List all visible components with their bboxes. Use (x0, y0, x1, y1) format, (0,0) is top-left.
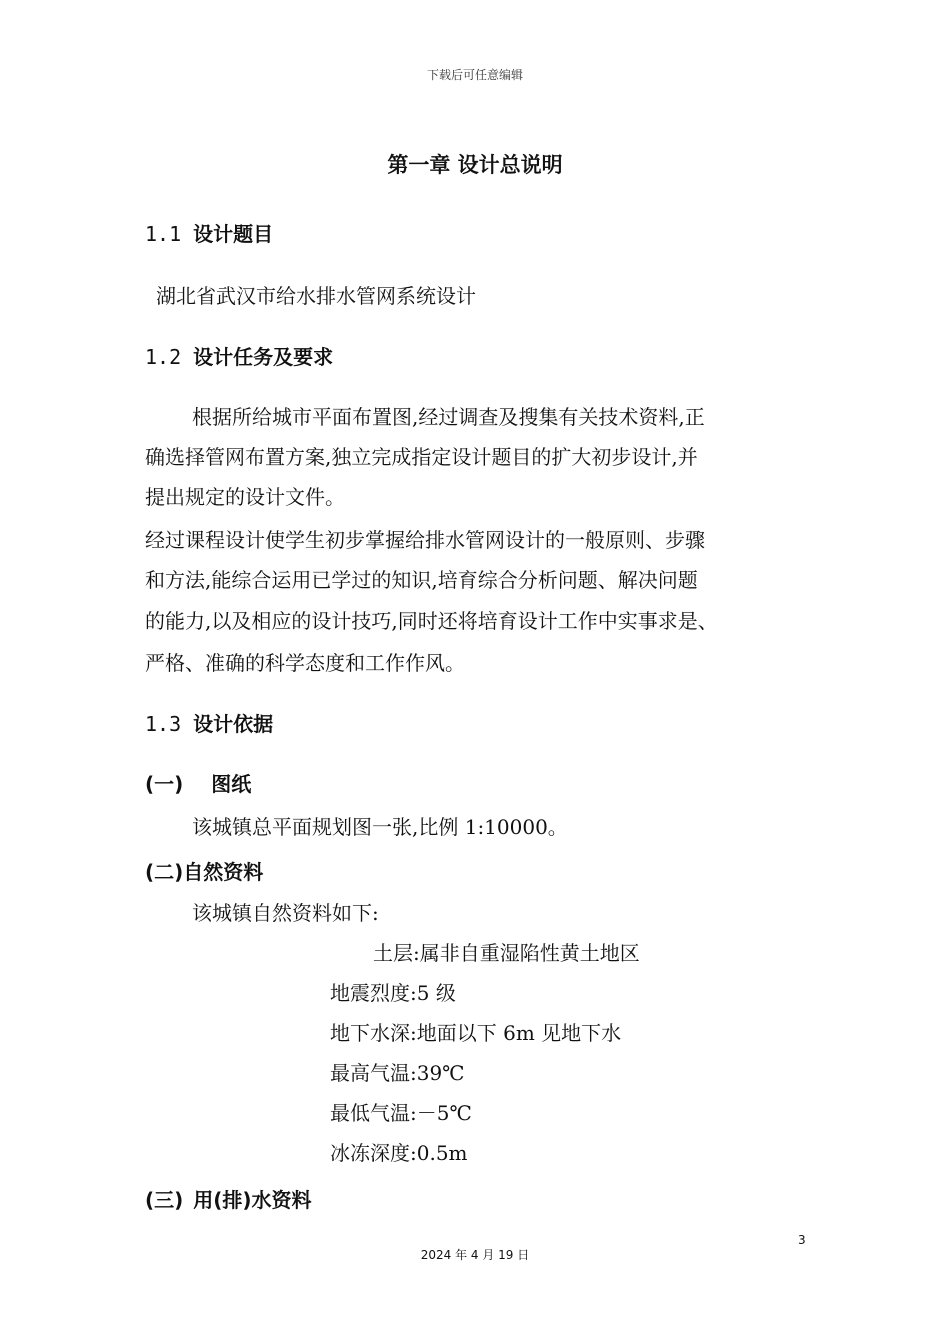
section-number: 1.3 (145, 712, 182, 736)
page-number: 3 (798, 1233, 806, 1247)
natural-data-item: 地下水深:地面以下 6m 见地下水 (330, 1021, 622, 1045)
drawings-text: 该城镇总平面规划图一张,比例 1:10000。 (192, 815, 568, 839)
section-title: 设计任务及要求 (193, 345, 334, 369)
paragraph-line: 严格、准确的科学态度和工作作风。 (145, 651, 465, 675)
section-heading-1-2 (145, 341, 333, 370)
subsection-title: 用(排)水资料 (193, 1188, 312, 1212)
design-topic-text: 湖北省武汉市给水排水管网系统设计 (156, 284, 476, 308)
page-footer-date: 2024 年 4 月 19 日 (420, 1248, 530, 1262)
natural-data-item: 冰冻深度:0.5m (330, 1141, 468, 1165)
natural-data-item: 土层:属非自重湿陷性黄土地区 (373, 941, 640, 965)
section-number: 1.1 (145, 222, 182, 246)
subsection-label: (一) (145, 772, 184, 796)
subsection-heading-drawings (145, 768, 251, 797)
natural-data-item: 最高气温:39℃ (330, 1061, 465, 1085)
subsection-label: (二) (145, 860, 184, 884)
paragraph-line: 提出规定的设计文件。 (145, 485, 345, 509)
paragraph-line: 确选择管网布置方案,独立完成指定设计题目的扩大初步设计,并 (145, 445, 698, 469)
section-number: 1.2 (145, 345, 182, 369)
subsection-heading-water-data (145, 1184, 312, 1213)
chapter-title: 第一章 设计总说明 (387, 153, 563, 177)
natural-data-item: 最低气温:－5℃ (330, 1101, 472, 1125)
paragraph-line: 根据所给城市平面布置图,经过调查及搜集有关技术资料,正 (192, 405, 705, 429)
natural-data-item: 地震烈度:5 级 (330, 981, 456, 1005)
subsection-heading-natural-data (145, 856, 263, 885)
page-header: 下载后可任意编辑 (426, 68, 523, 82)
subsection-title: 自然资料 (183, 860, 264, 884)
section-heading-1-1 (145, 218, 273, 247)
section-title: 设计依据 (193, 712, 274, 736)
section-heading-1-3 (145, 708, 273, 737)
subsection-title: 图纸 (211, 772, 252, 796)
paragraph-line: 和方法,能综合运用已学过的知识,培育综合分析问题、解决问题 (145, 568, 698, 592)
paragraph-line: 经过课程设计使学生初步掌握给排水管网设计的一般原则、步骤 (145, 528, 705, 552)
paragraph-line: 的能力,以及相应的设计技巧,同时还将培育设计工作中实事求是、 (145, 609, 718, 633)
natural-data-intro: 该城镇自然资料如下: (192, 901, 379, 925)
section-title: 设计题目 (193, 222, 274, 246)
subsection-label: (三) (145, 1188, 184, 1212)
